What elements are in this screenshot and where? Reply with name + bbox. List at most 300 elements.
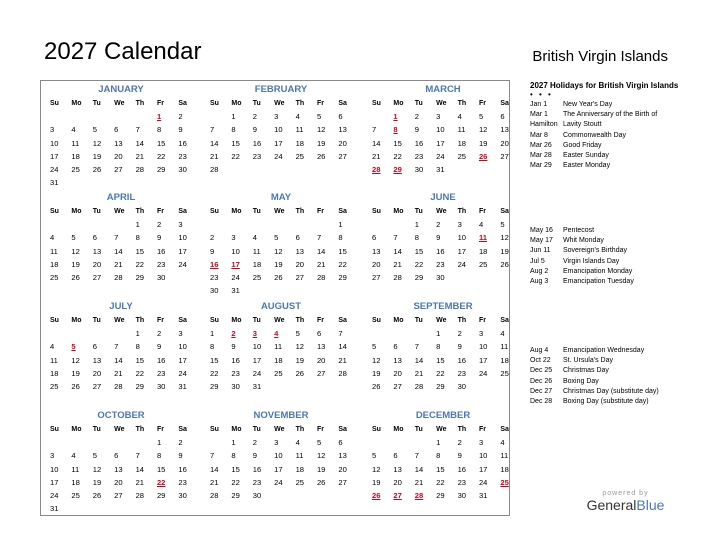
- day-cell[interactable]: 29: [135, 381, 145, 391]
- day-cell[interactable]: 23: [252, 151, 262, 161]
- day-cell[interactable]: 31: [436, 164, 445, 174]
- day-cell[interactable]: 15: [338, 246, 347, 256]
- day-cell[interactable]: 23: [231, 368, 240, 378]
- day-cell[interactable]: 18: [50, 259, 59, 269]
- day-cell[interactable]: 27: [372, 272, 381, 282]
- day-cell[interactable]: 25: [50, 272, 59, 282]
- day-cell[interactable]: 7: [135, 451, 140, 461]
- day-cell[interactable]: 18: [274, 355, 283, 365]
- holiday-day-cell[interactable]: 17: [231, 259, 240, 269]
- day-cell[interactable]: 30: [178, 164, 187, 174]
- day-cell[interactable]: 27: [338, 151, 347, 161]
- day-cell[interactable]: 4: [478, 220, 484, 230]
- holiday-day-cell[interactable]: 22: [156, 477, 166, 487]
- day-cell[interactable]: 12: [274, 246, 283, 256]
- holiday-day-cell[interactable]: 28: [414, 490, 424, 500]
- day-cell[interactable]: 16: [178, 464, 187, 474]
- day-cell[interactable]: 6: [316, 329, 322, 339]
- day-cell[interactable]: 19: [372, 368, 381, 378]
- day-cell[interactable]: 22: [135, 259, 145, 269]
- day-cell[interactable]: 14: [338, 342, 347, 352]
- day-cell[interactable]: 23: [457, 477, 467, 487]
- day-cell[interactable]: 5: [372, 342, 377, 352]
- day-cell[interactable]: 26: [295, 368, 305, 378]
- day-cell[interactable]: 28: [114, 381, 123, 391]
- day-cell[interactable]: 9: [414, 125, 420, 135]
- day-cell[interactable]: 28: [316, 272, 326, 282]
- day-cell[interactable]: 25: [252, 272, 262, 282]
- day-cell[interactable]: 24: [178, 368, 187, 378]
- day-cell[interactable]: 13: [372, 246, 381, 256]
- day-cell[interactable]: 24: [50, 490, 59, 500]
- day-cell[interactable]: 27: [393, 381, 402, 391]
- day-cell[interactable]: 18: [295, 464, 305, 474]
- day-cell[interactable]: 13: [338, 451, 347, 461]
- day-cell[interactable]: 22: [231, 477, 240, 487]
- day-cell[interactable]: 24: [478, 477, 488, 487]
- day-cell[interactable]: 25: [71, 164, 80, 174]
- day-cell[interactable]: 3: [478, 329, 484, 339]
- day-cell[interactable]: 31: [252, 381, 262, 391]
- day-cell[interactable]: 30: [457, 490, 467, 500]
- day-cell[interactable]: 17: [478, 355, 488, 365]
- day-cell[interactable]: 7: [372, 125, 377, 135]
- day-cell[interactable]: 4: [295, 112, 300, 122]
- day-cell[interactable]: 30: [210, 286, 219, 296]
- day-cell[interactable]: 10: [478, 342, 488, 352]
- day-cell[interactable]: 10: [50, 464, 59, 474]
- day-cell[interactable]: 22: [338, 259, 347, 269]
- day-cell[interactable]: 3: [50, 125, 55, 135]
- day-cell[interactable]: 15: [436, 355, 445, 365]
- holiday-day-cell[interactable]: 29: [393, 164, 402, 174]
- day-cell[interactable]: 5: [295, 329, 300, 339]
- day-cell[interactable]: 31: [178, 381, 187, 391]
- day-cell[interactable]: 13: [393, 355, 402, 365]
- day-cell[interactable]: 20: [114, 477, 123, 487]
- day-cell[interactable]: 4: [500, 438, 505, 448]
- day-cell[interactable]: 21: [210, 151, 219, 161]
- day-cell[interactable]: 23: [457, 368, 467, 378]
- day-cell[interactable]: 8: [135, 233, 140, 243]
- day-cell[interactable]: 9: [156, 342, 162, 352]
- day-cell[interactable]: 24: [178, 259, 187, 269]
- day-cell[interactable]: 29: [135, 272, 145, 282]
- day-cell[interactable]: 28: [210, 164, 219, 174]
- day-cell[interactable]: 26: [274, 272, 283, 282]
- day-cell[interactable]: 13: [114, 138, 123, 148]
- day-cell[interactable]: 14: [393, 246, 402, 256]
- day-cell[interactable]: 18: [457, 138, 467, 148]
- day-cell[interactable]: 6: [393, 342, 398, 352]
- day-cell[interactable]: 5: [316, 438, 322, 448]
- day-cell[interactable]: 11: [50, 355, 58, 365]
- day-cell[interactable]: 14: [372, 138, 381, 148]
- day-cell[interactable]: 25: [274, 368, 283, 378]
- day-cell[interactable]: 17: [274, 138, 283, 148]
- day-cell[interactable]: 22: [436, 368, 445, 378]
- day-cell[interactable]: 11: [295, 451, 304, 461]
- day-cell[interactable]: 23: [414, 151, 424, 161]
- day-cell[interactable]: 13: [393, 464, 402, 474]
- day-cell[interactable]: 26: [372, 381, 381, 391]
- day-cell[interactable]: 30: [178, 490, 187, 500]
- day-cell[interactable]: 2: [414, 112, 420, 122]
- day-cell[interactable]: 18: [295, 138, 305, 148]
- day-cell[interactable]: 24: [274, 151, 283, 161]
- day-cell[interactable]: 21: [414, 368, 424, 378]
- day-cell[interactable]: 21: [338, 355, 347, 365]
- day-cell[interactable]: 7: [210, 125, 215, 135]
- day-cell[interactable]: 16: [156, 246, 166, 256]
- day-cell[interactable]: 19: [316, 138, 326, 148]
- day-cell[interactable]: 8: [156, 125, 162, 135]
- day-cell[interactable]: 21: [393, 259, 402, 269]
- day-cell[interactable]: 12: [316, 125, 326, 135]
- day-cell[interactable]: 7: [316, 233, 322, 243]
- day-cell[interactable]: 19: [316, 464, 326, 474]
- day-cell[interactable]: 29: [338, 272, 347, 282]
- day-cell[interactable]: 19: [274, 259, 283, 269]
- day-cell[interactable]: 24: [457, 259, 467, 269]
- day-cell[interactable]: 6: [338, 438, 343, 448]
- day-cell[interactable]: 29: [156, 164, 166, 174]
- day-cell[interactable]: 23: [252, 477, 262, 487]
- day-cell[interactable]: 21: [372, 151, 381, 161]
- day-cell[interactable]: 27: [114, 164, 123, 174]
- day-cell[interactable]: 26: [71, 272, 80, 282]
- day-cell[interactable]: 9: [178, 125, 183, 135]
- day-cell[interactable]: 15: [231, 464, 240, 474]
- day-cell[interactable]: 26: [71, 381, 80, 391]
- day-cell[interactable]: 20: [316, 355, 326, 365]
- day-cell[interactable]: 13: [92, 355, 102, 365]
- day-cell[interactable]: 23: [156, 259, 166, 269]
- day-cell[interactable]: 19: [295, 355, 305, 365]
- day-cell[interactable]: 18: [252, 259, 262, 269]
- day-cell[interactable]: 26: [316, 151, 326, 161]
- day-cell[interactable]: 12: [71, 246, 80, 256]
- day-cell[interactable]: 12: [295, 342, 305, 352]
- day-cell[interactable]: 31: [50, 504, 59, 514]
- day-cell[interactable]: 14: [210, 464, 219, 474]
- day-cell[interactable]: 25: [457, 151, 467, 161]
- day-cell[interactable]: 30: [156, 272, 166, 282]
- day-cell[interactable]: 24: [231, 272, 240, 282]
- day-cell[interactable]: 11: [457, 125, 466, 135]
- day-cell[interactable]: 25: [500, 368, 509, 378]
- day-cell[interactable]: 2: [178, 112, 183, 122]
- day-cell[interactable]: 3: [274, 112, 279, 122]
- day-cell[interactable]: 10: [178, 342, 187, 352]
- day-cell[interactable]: 14: [414, 464, 424, 474]
- day-cell[interactable]: 15: [135, 246, 145, 256]
- day-cell[interactable]: 20: [114, 151, 123, 161]
- day-cell[interactable]: 20: [295, 259, 305, 269]
- day-cell[interactable]: 11: [295, 125, 304, 135]
- day-cell[interactable]: 8: [414, 233, 420, 243]
- day-cell[interactable]: 11: [500, 342, 509, 352]
- day-cell[interactable]: 19: [92, 477, 102, 487]
- day-cell[interactable]: 23: [156, 368, 166, 378]
- day-cell[interactable]: 25: [478, 259, 488, 269]
- day-cell[interactable]: 11: [274, 342, 283, 352]
- day-cell[interactable]: 20: [338, 464, 347, 474]
- day-cell[interactable]: 11: [50, 246, 58, 256]
- day-cell[interactable]: 2: [210, 233, 215, 243]
- day-cell[interactable]: 30: [231, 381, 240, 391]
- day-cell[interactable]: 2: [252, 438, 258, 448]
- day-cell[interactable]: 17: [50, 477, 59, 487]
- day-cell[interactable]: 24: [436, 151, 445, 161]
- day-cell[interactable]: 3: [231, 233, 236, 243]
- day-cell[interactable]: 12: [478, 125, 488, 135]
- day-cell[interactable]: 5: [372, 451, 377, 461]
- day-cell[interactable]: 12: [372, 355, 381, 365]
- day-cell[interactable]: 5: [71, 233, 76, 243]
- day-cell[interactable]: 18: [478, 246, 488, 256]
- day-cell[interactable]: 27: [295, 272, 305, 282]
- day-cell[interactable]: 28: [414, 381, 424, 391]
- day-cell[interactable]: 10: [252, 342, 262, 352]
- day-cell[interactable]: 7: [414, 342, 420, 352]
- day-cell[interactable]: 6: [500, 112, 505, 122]
- day-cell[interactable]: 8: [135, 342, 140, 352]
- day-cell[interactable]: 10: [274, 125, 283, 135]
- day-cell[interactable]: 10: [436, 125, 445, 135]
- day-cell[interactable]: 31: [231, 286, 240, 296]
- day-cell[interactable]: 25: [295, 151, 305, 161]
- day-cell[interactable]: 30: [457, 381, 467, 391]
- day-cell[interactable]: 7: [414, 451, 420, 461]
- day-cell[interactable]: 19: [92, 151, 102, 161]
- day-cell[interactable]: 10: [50, 138, 59, 148]
- day-cell[interactable]: 25: [50, 381, 59, 391]
- day-cell[interactable]: 31: [50, 178, 59, 188]
- day-cell[interactable]: 8: [338, 233, 343, 243]
- day-cell[interactable]: 8: [436, 342, 441, 352]
- day-cell[interactable]: 29: [210, 381, 219, 391]
- day-cell[interactable]: 31: [478, 490, 488, 500]
- day-cell[interactable]: 6: [338, 112, 343, 122]
- day-cell[interactable]: 9: [457, 451, 462, 461]
- day-cell[interactable]: 7: [114, 342, 119, 352]
- day-cell[interactable]: 28: [393, 272, 402, 282]
- day-cell[interactable]: 8: [210, 342, 215, 352]
- day-cell[interactable]: 15: [393, 138, 402, 148]
- day-cell[interactable]: 4: [500, 329, 505, 339]
- day-cell[interactable]: 22: [436, 477, 445, 487]
- day-cell[interactable]: 1: [231, 112, 236, 122]
- day-cell[interactable]: 5: [92, 125, 98, 135]
- day-cell[interactable]: 21: [414, 477, 424, 487]
- day-cell[interactable]: 26: [500, 259, 509, 269]
- day-cell[interactable]: 2: [178, 438, 183, 448]
- day-cell[interactable]: 2: [156, 220, 162, 230]
- day-cell[interactable]: 1: [210, 329, 215, 339]
- holiday-day-cell[interactable]: 11: [478, 233, 487, 243]
- day-cell[interactable]: 22: [393, 151, 402, 161]
- day-cell[interactable]: 17: [478, 464, 488, 474]
- day-cell[interactable]: 21: [316, 259, 326, 269]
- day-cell[interactable]: 30: [252, 490, 262, 500]
- day-cell[interactable]: 14: [135, 464, 145, 474]
- day-cell[interactable]: 17: [50, 151, 59, 161]
- day-cell[interactable]: 14: [414, 355, 424, 365]
- day-cell[interactable]: 8: [436, 451, 441, 461]
- day-cell[interactable]: 16: [457, 464, 467, 474]
- day-cell[interactable]: 28: [338, 368, 347, 378]
- day-cell[interactable]: 3: [436, 112, 441, 122]
- day-cell[interactable]: 1: [414, 220, 420, 230]
- day-cell[interactable]: 22: [414, 259, 424, 269]
- day-cell[interactable]: 20: [338, 138, 347, 148]
- day-cell[interactable]: 9: [210, 246, 215, 256]
- day-cell[interactable]: 10: [274, 451, 283, 461]
- day-cell[interactable]: 27: [316, 368, 326, 378]
- holiday-day-cell[interactable]: 4: [274, 329, 279, 339]
- day-cell[interactable]: 27: [92, 381, 102, 391]
- day-cell[interactable]: 15: [210, 355, 219, 365]
- day-cell[interactable]: 12: [500, 233, 509, 243]
- day-cell[interactable]: 25: [295, 477, 305, 487]
- day-cell[interactable]: 15: [436, 464, 445, 474]
- day-cell[interactable]: 28: [114, 272, 123, 282]
- day-cell[interactable]: 28: [135, 490, 145, 500]
- day-cell[interactable]: 7: [338, 329, 343, 339]
- day-cell[interactable]: 20: [500, 138, 509, 148]
- day-cell[interactable]: 9: [178, 451, 183, 461]
- day-cell[interactable]: 16: [414, 138, 424, 148]
- day-cell[interactable]: 6: [92, 233, 98, 243]
- day-cell[interactable]: 5: [478, 112, 484, 122]
- day-cell[interactable]: 6: [393, 451, 398, 461]
- day-cell[interactable]: 15: [156, 138, 166, 148]
- day-cell[interactable]: 14: [135, 138, 145, 148]
- day-cell[interactable]: 4: [457, 112, 462, 122]
- holiday-day-cell[interactable]: 25: [500, 477, 509, 487]
- day-cell[interactable]: 7: [393, 233, 398, 243]
- day-cell[interactable]: 11: [71, 464, 80, 474]
- day-cell[interactable]: 5: [500, 220, 505, 230]
- day-cell[interactable]: 6: [295, 233, 300, 243]
- holiday-day-cell[interactable]: 26: [478, 151, 488, 161]
- day-cell[interactable]: 17: [457, 246, 467, 256]
- day-cell[interactable]: 2: [457, 329, 462, 339]
- day-cell[interactable]: 16: [252, 464, 262, 474]
- day-cell[interactable]: 9: [457, 342, 462, 352]
- day-cell[interactable]: 29: [436, 490, 445, 500]
- day-cell[interactable]: 26: [92, 490, 102, 500]
- day-cell[interactable]: 20: [372, 259, 381, 269]
- day-cell[interactable]: 13: [338, 125, 347, 135]
- day-cell[interactable]: 30: [156, 381, 166, 391]
- day-cell[interactable]: 4: [71, 451, 76, 461]
- day-cell[interactable]: 6: [372, 233, 377, 243]
- day-cell[interactable]: 21: [210, 477, 219, 487]
- day-cell[interactable]: 18: [500, 355, 509, 365]
- day-cell[interactable]: 9: [436, 233, 441, 243]
- day-cell[interactable]: 13: [500, 125, 509, 135]
- day-cell[interactable]: 1: [231, 438, 236, 448]
- day-cell[interactable]: 5: [274, 233, 279, 243]
- day-cell[interactable]: 4: [71, 125, 76, 135]
- day-cell[interactable]: 3: [178, 220, 183, 230]
- holiday-day-cell[interactable]: 1: [156, 112, 162, 122]
- day-cell[interactable]: 14: [114, 355, 123, 365]
- day-cell[interactable]: 16: [436, 246, 445, 256]
- day-cell[interactable]: 22: [210, 368, 219, 378]
- day-cell[interactable]: 4: [295, 438, 300, 448]
- day-cell[interactable]: 12: [71, 355, 80, 365]
- day-cell[interactable]: 2: [457, 438, 462, 448]
- day-cell[interactable]: 23: [436, 259, 445, 269]
- day-cell[interactable]: 29: [436, 381, 445, 391]
- day-cell[interactable]: 18: [71, 151, 80, 161]
- day-cell[interactable]: 9: [252, 451, 258, 461]
- day-cell[interactable]: 26: [92, 164, 102, 174]
- day-cell[interactable]: 17: [274, 464, 283, 474]
- day-cell[interactable]: 24: [252, 368, 262, 378]
- day-cell[interactable]: 12: [92, 138, 102, 148]
- holiday-day-cell[interactable]: 5: [71, 342, 76, 352]
- day-cell[interactable]: 8: [156, 451, 162, 461]
- day-cell[interactable]: 1: [436, 438, 441, 448]
- holiday-day-cell[interactable]: 26: [372, 490, 381, 500]
- day-cell[interactable]: 11: [71, 138, 80, 148]
- day-cell[interactable]: 21: [135, 151, 145, 161]
- day-cell[interactable]: 11: [500, 451, 509, 461]
- day-cell[interactable]: 17: [178, 355, 187, 365]
- day-cell[interactable]: 19: [71, 259, 80, 269]
- holiday-day-cell[interactable]: 27: [393, 490, 402, 500]
- day-cell[interactable]: 25: [71, 490, 80, 500]
- day-cell[interactable]: 16: [252, 138, 262, 148]
- day-cell[interactable]: 20: [393, 368, 402, 378]
- day-cell[interactable]: 18: [50, 368, 59, 378]
- day-cell[interactable]: 5: [316, 112, 322, 122]
- day-cell[interactable]: 3: [274, 438, 279, 448]
- day-cell[interactable]: 16: [231, 355, 240, 365]
- day-cell[interactable]: 15: [156, 464, 166, 474]
- day-cell[interactable]: 10: [457, 233, 467, 243]
- day-cell[interactable]: 7: [210, 451, 215, 461]
- day-cell[interactable]: 17: [436, 138, 445, 148]
- holiday-day-cell[interactable]: 1: [393, 112, 398, 122]
- day-cell[interactable]: 6: [92, 342, 98, 352]
- day-cell[interactable]: 8: [231, 451, 236, 461]
- day-cell[interactable]: 16: [178, 138, 187, 148]
- day-cell[interactable]: 2: [156, 329, 162, 339]
- day-cell[interactable]: 24: [50, 164, 59, 174]
- day-cell[interactable]: 10: [231, 246, 240, 256]
- day-cell[interactable]: 15: [231, 138, 240, 148]
- day-cell[interactable]: 24: [478, 368, 488, 378]
- day-cell[interactable]: 19: [478, 138, 488, 148]
- day-cell[interactable]: 1: [135, 220, 140, 230]
- day-cell[interactable]: 19: [500, 246, 509, 256]
- day-cell[interactable]: 9: [231, 342, 236, 352]
- day-cell[interactable]: 1: [436, 329, 441, 339]
- day-cell[interactable]: 29: [156, 490, 166, 500]
- day-cell[interactable]: 24: [274, 477, 283, 487]
- holiday-day-cell[interactable]: 3: [252, 329, 258, 339]
- day-cell[interactable]: 21: [135, 477, 145, 487]
- day-cell[interactable]: 3: [457, 220, 462, 230]
- day-cell[interactable]: 12: [316, 451, 326, 461]
- day-cell[interactable]: 23: [210, 272, 219, 282]
- day-cell[interactable]: 20: [393, 477, 402, 487]
